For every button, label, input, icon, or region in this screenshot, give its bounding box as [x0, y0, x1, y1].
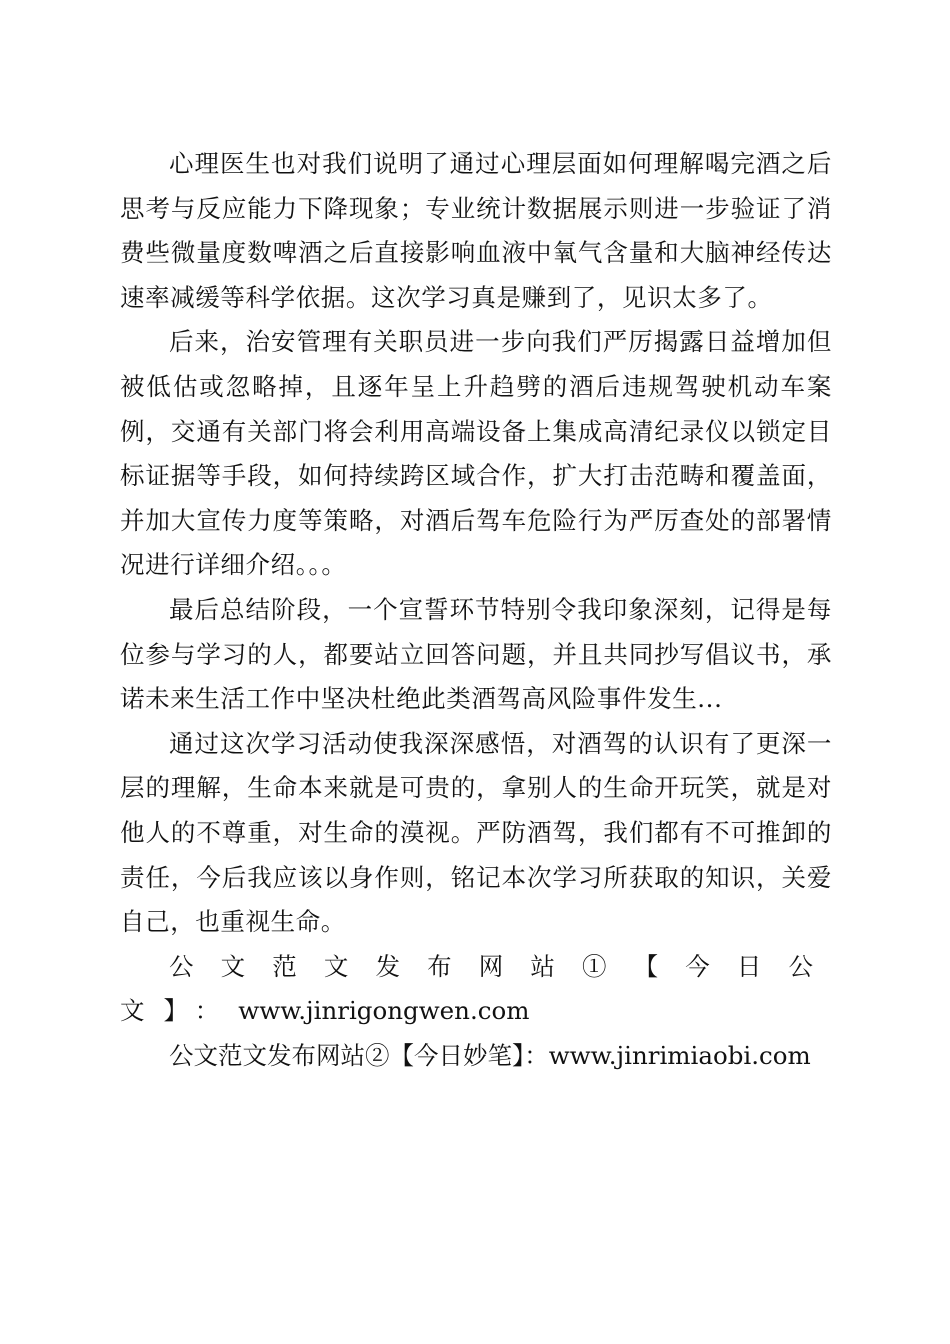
footer-site-1 — [120, 945, 832, 1034]
footer-site-2-url[interactable]: www.jinrimiaobi.com — [548, 1040, 811, 1070]
paragraph-oath: 最后总结阶段，一个宣誓环节特别令我印象深刻，记得是每位参与学习的人，都要站立回答问题，并且共同抄写倡议书，承诺未来生活工作中坚决杜绝此类酒驾高风险事件发生... — [120, 594, 832, 714]
paragraph-public-security: 后来，治安管理有关职员进一步向我们严厉揭露日益增加但被低估或忽略掉，且逐年呈上升趋劈的酒后违规驾驶机动车案例，交通有关部门将会利用高端设备上集成高清纪录仪以锁定目标证据等手段，如何持续跨区域合作，扩大打击范畴和覆盖面，并加大宣传力度等策略，对酒后驾车危险行为严厉查处的部署情况进行详细介绍。。。 — [120, 327, 832, 580]
document-page — [120, 142, 832, 1078]
paragraph-psychologist: 心理医生也对我们说明了通过心理层面如何理解喝完酒之后思考与反应能力下降现象；专业统计数据展示则进一步验证了消费些微量度数啤酒之后直接影响血液中氧气含量和大脑神经传达速率减缓等科学依据。这次学习真是赚到了，见识太多了。 — [120, 149, 832, 312]
footer-site-1-url[interactable]: www.jinrigongwen.com — [238, 996, 530, 1026]
paragraph-conclusion: 通过这次学习活动使我深深感悟，对酒驾的认识有了更深一层的理解，生命本来就是可贵的，拿别人的生命开玩笑，就是对他人的不尊重，对生命的漠视。严防酒驾，我们都有不可推卸的责任，今后我应该以身作则，铭记本次学习所获取的知识，关爱自己，也重视生命。 — [120, 728, 832, 937]
footer-site-1-label: 公文范文发布网站①【今日公文】： — [120, 951, 832, 1026]
footer-site-2-label: 公文范文发布网站②【今日妙笔】： — [169, 1040, 549, 1070]
footer-site-2 — [120, 1034, 832, 1079]
